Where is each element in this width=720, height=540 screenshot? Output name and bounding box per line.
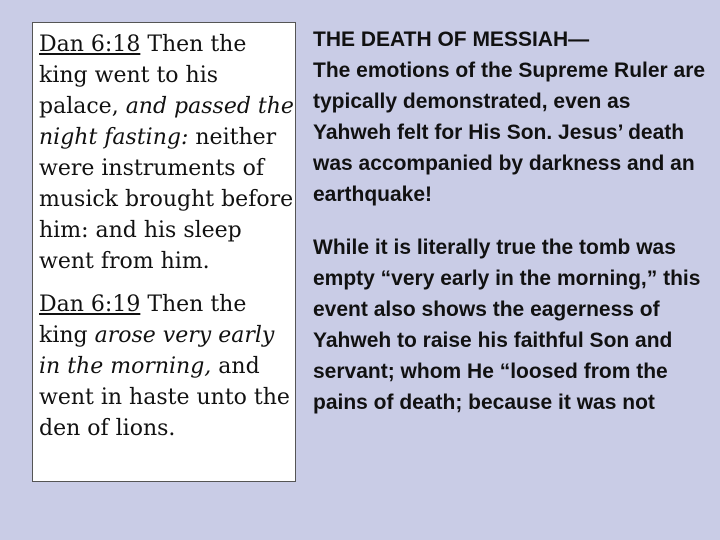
scripture-box: [32, 22, 296, 482]
verse-text: Then the king went to his palace,: [39, 32, 247, 119]
verse-text: neither were instruments of musick brought before him: and his sleep went from him.: [39, 125, 294, 274]
verse-reference: Dan 6:18: [39, 32, 141, 57]
verse-text: and went in haste unto the den of lions.: [39, 354, 290, 441]
verse-emphasis: arose very early in the morning,: [39, 323, 275, 379]
verse-dan-6-19: [39, 289, 295, 444]
verse-reference: Dan 6:19: [39, 292, 141, 317]
commentary-heading: THE DEATH OF MESSIAH—: [313, 28, 590, 51]
commentary-column: [313, 24, 713, 418]
commentary-paragraph-2: While it is literally true the tomb was empty “very early in the morning,” this event also shows the eagerness of Yahweh to raise his faithful Son and servant; whom He “loosed from the pains of death; because it was not: [313, 236, 701, 414]
verse-text: Then the king: [39, 292, 247, 348]
verse-emphasis: and passed the night fasting:: [39, 94, 294, 150]
verse-dan-6-18: [39, 29, 295, 277]
commentary-paragraph-1: The emotions of the Supreme Ruler are typically demonstrated, even as Yahweh felt for His Son. Jesus’ death was accompanied by darkness and an earthquake!: [313, 59, 706, 206]
